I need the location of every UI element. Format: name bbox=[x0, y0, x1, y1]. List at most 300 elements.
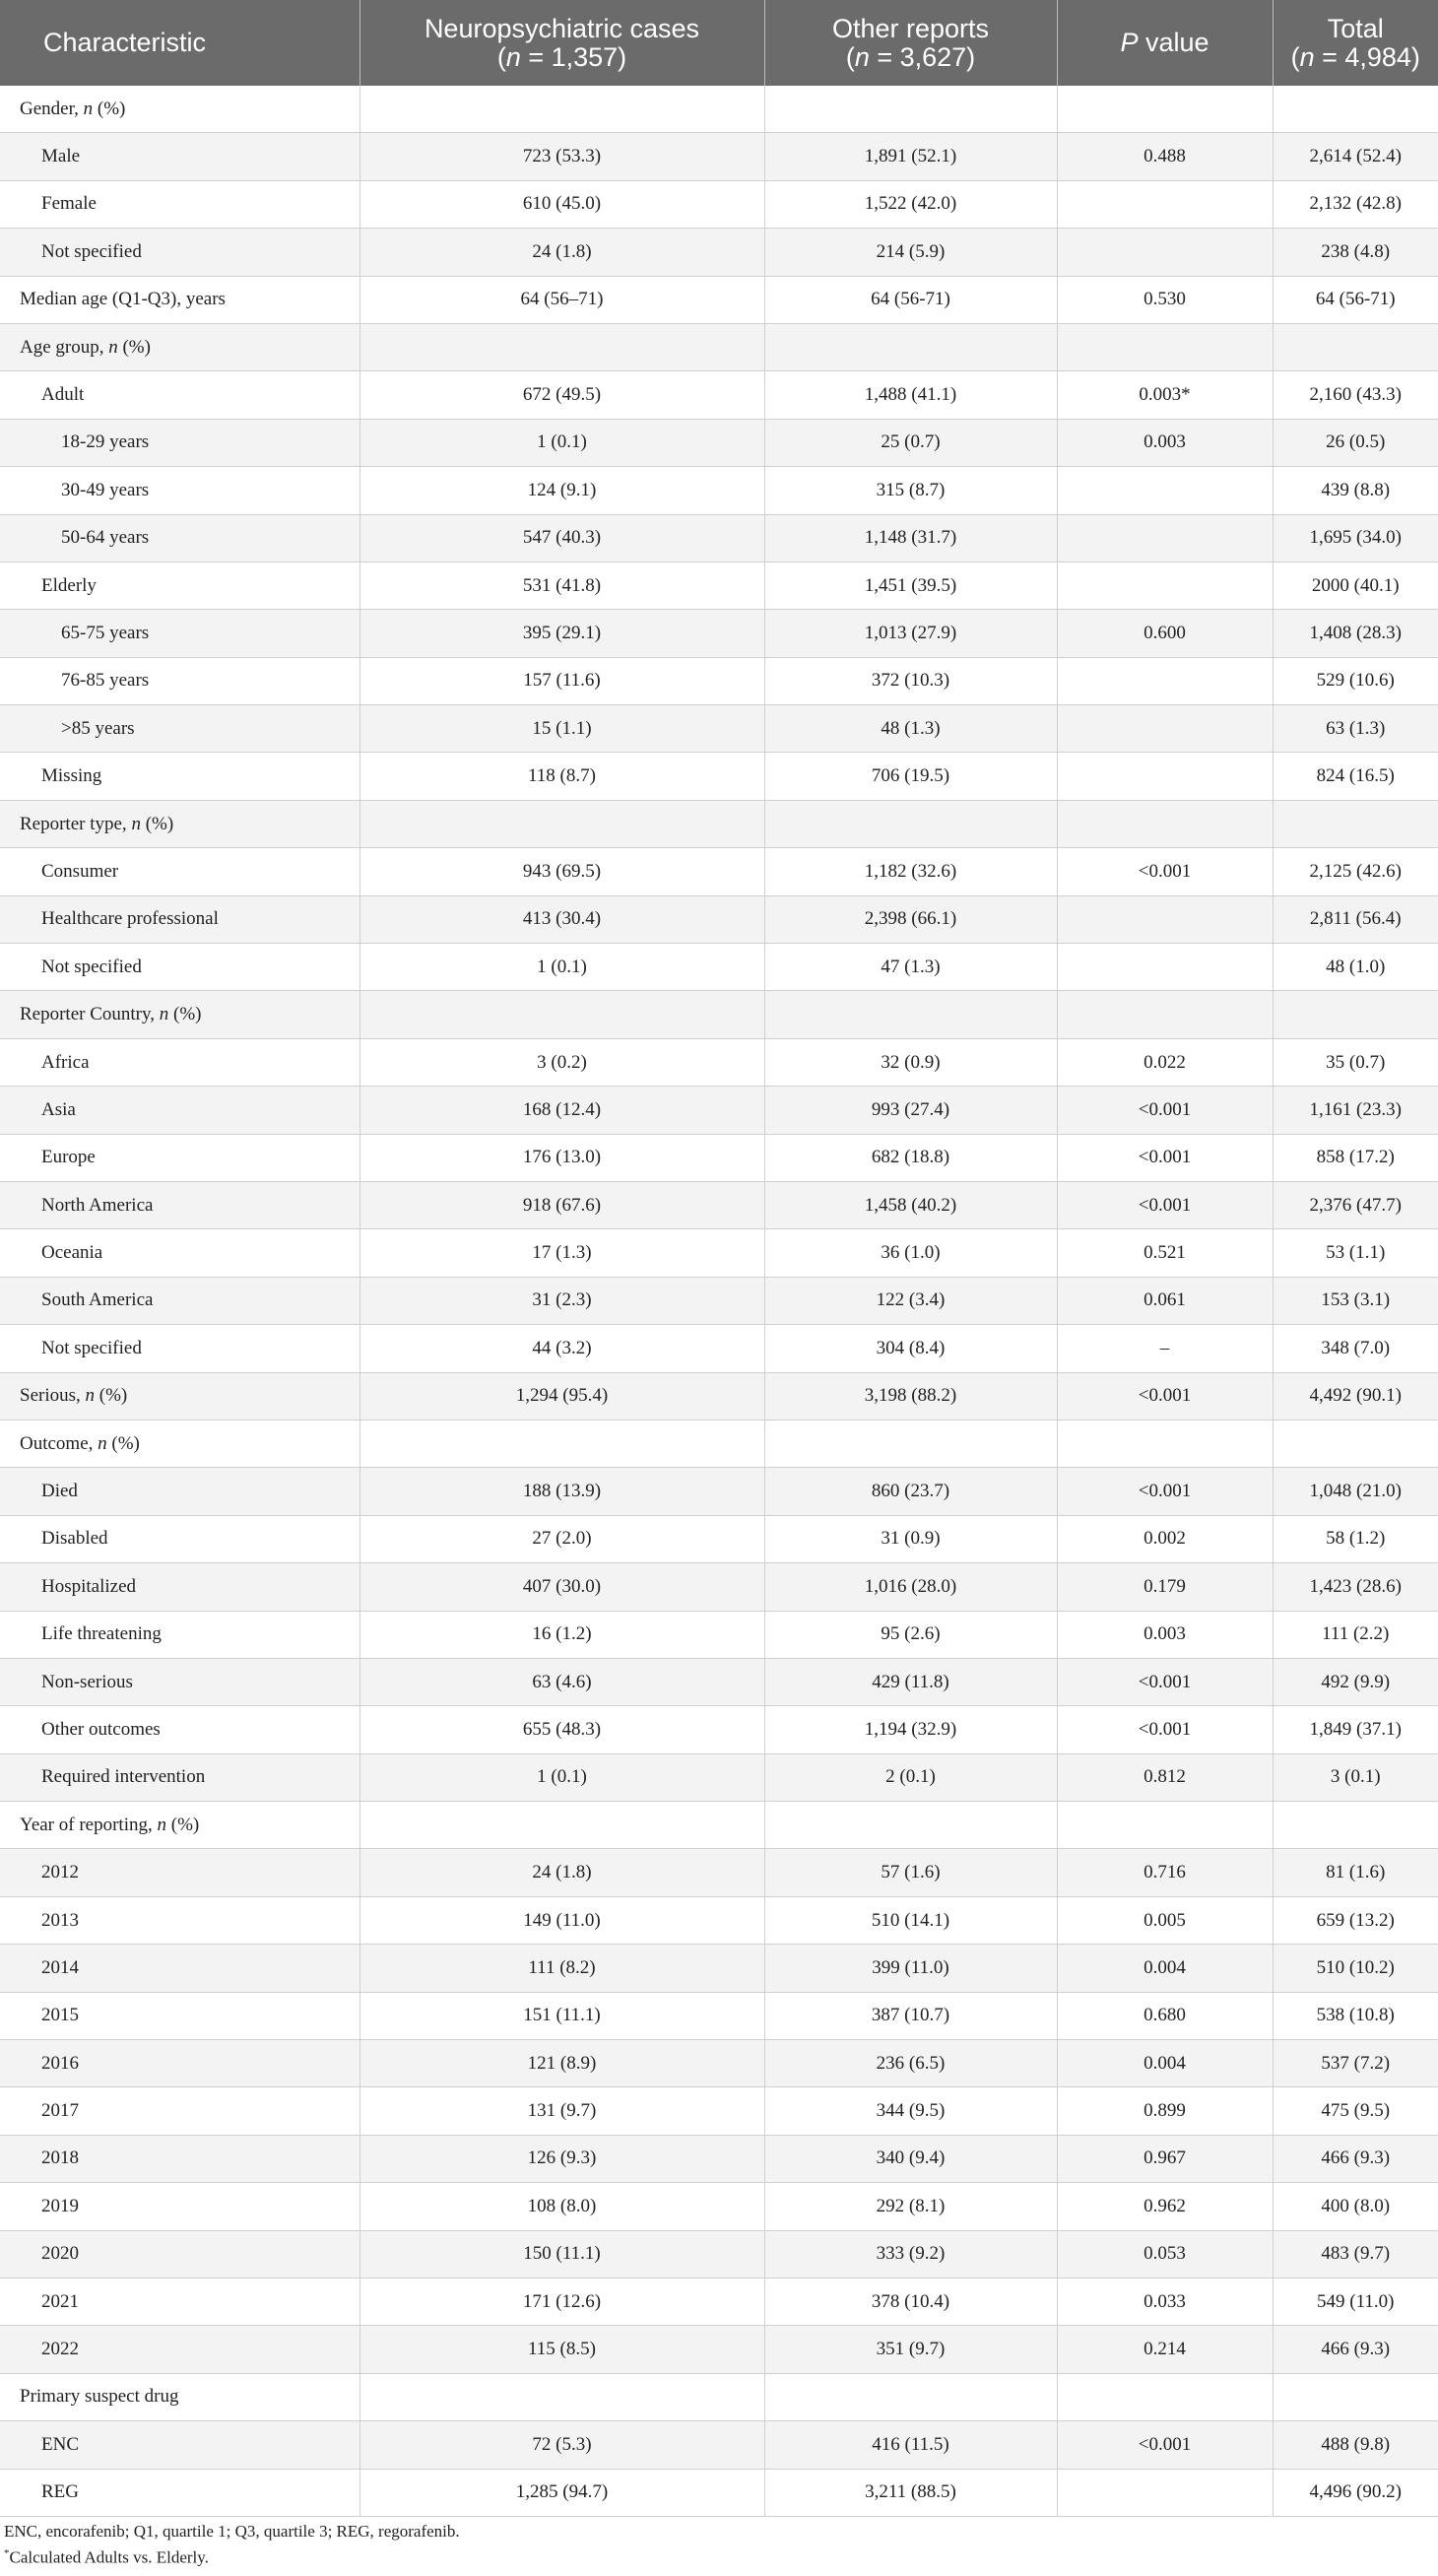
cell-total: 348 (7.0) bbox=[1273, 1325, 1438, 1372]
cell-p-value: <0.001 bbox=[1057, 1372, 1273, 1420]
cell-neuropsychiatric: 16 (1.2) bbox=[360, 1611, 764, 1658]
row-label: Serious, n (%) bbox=[0, 1372, 360, 1420]
cell-p-value bbox=[1057, 86, 1273, 133]
row-label: 2016 bbox=[0, 2040, 360, 2087]
cell-p-value bbox=[1057, 180, 1273, 228]
row-label: Elderly bbox=[0, 561, 360, 609]
cell-total: 483 (9.7) bbox=[1273, 2230, 1438, 2278]
table-row bbox=[0, 1420, 1438, 1467]
header-characteristic: Characteristic bbox=[0, 0, 360, 86]
cell-total: 26 (0.5) bbox=[1273, 419, 1438, 466]
cell-neuropsychiatric: 1,285 (94.7) bbox=[360, 2469, 764, 2516]
cell-total: 2,125 (42.6) bbox=[1273, 848, 1438, 895]
cell-neuropsychiatric: 24 (1.8) bbox=[360, 1849, 764, 1896]
table-row bbox=[0, 2326, 1438, 2373]
cell-neuropsychiatric: 531 (41.8) bbox=[360, 561, 764, 609]
table-row bbox=[0, 1992, 1438, 2039]
row-label: ENC bbox=[0, 2421, 360, 2469]
row-label: Required intervention bbox=[0, 1753, 360, 1801]
cell-total: 466 (9.3) bbox=[1273, 2326, 1438, 2373]
cell-neuropsychiatric: 413 (30.4) bbox=[360, 895, 764, 943]
cell-neuropsychiatric: 151 (11.1) bbox=[360, 1992, 764, 2039]
cell-other-reports: 1,891 (52.1) bbox=[764, 133, 1057, 180]
table-row bbox=[0, 1945, 1438, 1992]
header-neuropsychiatric-n: (n = 1,357) bbox=[496, 41, 627, 72]
cell-neuropsychiatric: 115 (8.5) bbox=[360, 2326, 764, 2373]
cell-p-value bbox=[1057, 657, 1273, 704]
row-label: 2019 bbox=[0, 2183, 360, 2230]
cell-total: 153 (3.1) bbox=[1273, 1277, 1438, 1324]
row-label: 2018 bbox=[0, 2135, 360, 2182]
cell-total: 48 (1.0) bbox=[1273, 944, 1438, 991]
cell-total: 81 (1.6) bbox=[1273, 1849, 1438, 1896]
cell-total bbox=[1273, 323, 1438, 370]
cell-other-reports: 510 (14.1) bbox=[764, 1896, 1057, 1944]
cell-p-value: 0.680 bbox=[1057, 1992, 1273, 2039]
cell-neuropsychiatric: 149 (11.0) bbox=[360, 1896, 764, 1944]
row-label: Europe bbox=[0, 1134, 360, 1181]
cell-total: 510 (10.2) bbox=[1273, 1945, 1438, 1992]
cell-other-reports bbox=[764, 86, 1057, 133]
row-label: Not specified bbox=[0, 1325, 360, 1372]
row-label: Not specified bbox=[0, 229, 360, 276]
cell-other-reports: 25 (0.7) bbox=[764, 419, 1057, 466]
cell-neuropsychiatric: 395 (29.1) bbox=[360, 610, 764, 657]
cell-p-value: 0.600 bbox=[1057, 610, 1273, 657]
row-label: Non-serious bbox=[0, 1658, 360, 1705]
table-row bbox=[0, 2469, 1438, 2516]
cell-other-reports: 3,211 (88.5) bbox=[764, 2469, 1057, 2516]
cell-neuropsychiatric: 943 (69.5) bbox=[360, 848, 764, 895]
cell-total bbox=[1273, 1420, 1438, 1467]
cell-neuropsychiatric: 1 (0.1) bbox=[360, 419, 764, 466]
cell-other-reports: 236 (6.5) bbox=[764, 2040, 1057, 2087]
cell-other-reports: 31 (0.9) bbox=[764, 1515, 1057, 1562]
row-label: 50-64 years bbox=[0, 514, 360, 561]
table-row bbox=[0, 419, 1438, 466]
header-total-name: Total bbox=[1327, 13, 1384, 43]
cell-total: 58 (1.2) bbox=[1273, 1515, 1438, 1562]
cell-total: 529 (10.6) bbox=[1273, 657, 1438, 704]
cell-other-reports: 993 (27.4) bbox=[764, 1087, 1057, 1134]
row-label: North America bbox=[0, 1181, 360, 1228]
cell-total bbox=[1273, 1802, 1438, 1849]
header-total-n: (n = 4,984) bbox=[1290, 41, 1420, 72]
table-row bbox=[0, 2183, 1438, 2230]
cell-other-reports: 214 (5.9) bbox=[764, 229, 1057, 276]
cell-neuropsychiatric: 72 (5.3) bbox=[360, 2421, 764, 2469]
row-label: Female bbox=[0, 180, 360, 228]
row-label: Reporter Country, n (%) bbox=[0, 991, 360, 1038]
table-row bbox=[0, 1849, 1438, 1896]
cell-other-reports: 64 (56-71) bbox=[764, 276, 1057, 323]
cell-neuropsychiatric: 176 (13.0) bbox=[360, 1134, 764, 1181]
cell-other-reports: 32 (0.9) bbox=[764, 1038, 1057, 1086]
footnote-star bbox=[4, 2543, 1438, 2569]
cell-neuropsychiatric: 1 (0.1) bbox=[360, 1753, 764, 1801]
cell-p-value: <0.001 bbox=[1057, 1087, 1273, 1134]
table-row bbox=[0, 2373, 1438, 2420]
cell-other-reports bbox=[764, 1420, 1057, 1467]
row-label: Consumer bbox=[0, 848, 360, 895]
row-label: Asia bbox=[0, 1087, 360, 1134]
cell-p-value: <0.001 bbox=[1057, 2421, 1273, 2469]
cell-neuropsychiatric: 610 (45.0) bbox=[360, 180, 764, 228]
row-label: 2013 bbox=[0, 1896, 360, 1944]
cell-other-reports: 399 (11.0) bbox=[764, 1945, 1057, 1992]
table-row bbox=[0, 2040, 1438, 2087]
table-row bbox=[0, 133, 1438, 180]
header-total bbox=[1273, 0, 1438, 86]
cell-neuropsychiatric: 655 (48.3) bbox=[360, 1706, 764, 1753]
cell-neuropsychiatric: 44 (3.2) bbox=[360, 1325, 764, 1372]
table-row bbox=[0, 2135, 1438, 2182]
cell-total: 400 (8.0) bbox=[1273, 2183, 1438, 2230]
cell-total: 659 (13.2) bbox=[1273, 1896, 1438, 1944]
cell-neuropsychiatric: 188 (13.9) bbox=[360, 1468, 764, 1515]
cell-p-value: 0.967 bbox=[1057, 2135, 1273, 2182]
cell-total: 537 (7.2) bbox=[1273, 2040, 1438, 2087]
header-other-reports-n: (n = 3,627) bbox=[845, 41, 976, 72]
cell-neuropsychiatric bbox=[360, 991, 764, 1038]
cell-total: 1,048 (21.0) bbox=[1273, 1468, 1438, 1515]
cell-other-reports: 2 (0.1) bbox=[764, 1753, 1057, 1801]
cell-neuropsychiatric bbox=[360, 2373, 764, 2420]
footnote-star-text: Calculated Adults vs. Elderly. bbox=[9, 2547, 209, 2567]
cell-other-reports: 122 (3.4) bbox=[764, 1277, 1057, 1324]
table-row bbox=[0, 1468, 1438, 1515]
cell-neuropsychiatric: 1 (0.1) bbox=[360, 944, 764, 991]
table-row bbox=[0, 1372, 1438, 1420]
table-row bbox=[0, 1134, 1438, 1181]
row-label: Africa bbox=[0, 1038, 360, 1086]
table-row bbox=[0, 944, 1438, 991]
cell-p-value: 0.899 bbox=[1057, 2087, 1273, 2135]
row-label: Outcome, n (%) bbox=[0, 1420, 360, 1467]
cell-neuropsychiatric: 121 (8.9) bbox=[360, 2040, 764, 2087]
cell-p-value: 0.003* bbox=[1057, 371, 1273, 419]
cell-other-reports: 36 (1.0) bbox=[764, 1229, 1057, 1277]
cell-other-reports: 333 (9.2) bbox=[764, 2230, 1057, 2278]
header-other-reports bbox=[764, 0, 1057, 86]
table-row bbox=[0, 800, 1438, 847]
table-row bbox=[0, 561, 1438, 609]
cell-total: 4,496 (90.2) bbox=[1273, 2469, 1438, 2516]
row-label: Age group, n (%) bbox=[0, 323, 360, 370]
cell-neuropsychiatric: 157 (11.6) bbox=[360, 657, 764, 704]
table-row bbox=[0, 1515, 1438, 1562]
cell-total: 238 (4.8) bbox=[1273, 229, 1438, 276]
table-row bbox=[0, 895, 1438, 943]
cell-other-reports: 344 (9.5) bbox=[764, 2087, 1057, 2135]
table-row bbox=[0, 2087, 1438, 2135]
cell-p-value: 0.004 bbox=[1057, 1945, 1273, 1992]
cell-p-value bbox=[1057, 2469, 1273, 2516]
cell-p-value bbox=[1057, 753, 1273, 800]
cell-total: 1,423 (28.6) bbox=[1273, 1563, 1438, 1611]
cell-other-reports: 387 (10.7) bbox=[764, 1992, 1057, 2039]
cell-neuropsychiatric: 547 (40.3) bbox=[360, 514, 764, 561]
cell-p-value: 0.022 bbox=[1057, 1038, 1273, 1086]
cell-neuropsychiatric bbox=[360, 1420, 764, 1467]
cell-other-reports: 429 (11.8) bbox=[764, 1658, 1057, 1705]
cell-neuropsychiatric bbox=[360, 86, 764, 133]
cell-p-value bbox=[1057, 467, 1273, 514]
table-row bbox=[0, 1706, 1438, 1753]
table-row bbox=[0, 753, 1438, 800]
table-row bbox=[0, 514, 1438, 561]
header-other-reports-name: Other reports bbox=[831, 13, 990, 43]
table-row bbox=[0, 1277, 1438, 1324]
footnote-abbreviations: ENC, encorafenib; Q1, quartile 1; Q3, quartile 3; REG, regorafenib. bbox=[4, 2521, 460, 2541]
cell-p-value: <0.001 bbox=[1057, 1468, 1273, 1515]
cell-total: 475 (9.5) bbox=[1273, 2087, 1438, 2135]
table-row bbox=[0, 467, 1438, 514]
row-label: Missing bbox=[0, 753, 360, 800]
cell-total: 1,849 (37.1) bbox=[1273, 1706, 1438, 1753]
cell-p-value: 0.530 bbox=[1057, 276, 1273, 323]
cell-p-value: 0.002 bbox=[1057, 1515, 1273, 1562]
cell-p-value: 0.003 bbox=[1057, 1611, 1273, 1658]
cell-neuropsychiatric: 108 (8.0) bbox=[360, 2183, 764, 2230]
cell-other-reports: 48 (1.3) bbox=[764, 705, 1057, 753]
cell-total bbox=[1273, 2373, 1438, 2420]
cell-other-reports: 57 (1.6) bbox=[764, 1849, 1057, 1896]
cell-total: 1,161 (23.3) bbox=[1273, 1087, 1438, 1134]
cell-p-value: 0.521 bbox=[1057, 1229, 1273, 1277]
cell-total: 4,492 (90.1) bbox=[1273, 1372, 1438, 1420]
cell-p-value: 0.061 bbox=[1057, 1277, 1273, 1324]
cell-p-value: <0.001 bbox=[1057, 1706, 1273, 1753]
row-label: Disabled bbox=[0, 1515, 360, 1562]
cell-other-reports: 351 (9.7) bbox=[764, 2326, 1057, 2373]
table-row bbox=[0, 2421, 1438, 2469]
row-label: Adult bbox=[0, 371, 360, 419]
cell-total bbox=[1273, 86, 1438, 133]
cell-neuropsychiatric: 27 (2.0) bbox=[360, 1515, 764, 1562]
cell-neuropsychiatric: 124 (9.1) bbox=[360, 467, 764, 514]
cell-other-reports: 378 (10.4) bbox=[764, 2278, 1057, 2325]
cell-other-reports: 47 (1.3) bbox=[764, 944, 1057, 991]
cell-neuropsychiatric: 64 (56–71) bbox=[360, 276, 764, 323]
cell-other-reports bbox=[764, 991, 1057, 1038]
cell-p-value bbox=[1057, 561, 1273, 609]
cell-total: 111 (2.2) bbox=[1273, 1611, 1438, 1658]
table-row bbox=[0, 1038, 1438, 1086]
cell-neuropsychiatric bbox=[360, 800, 764, 847]
cell-p-value: 0.004 bbox=[1057, 2040, 1273, 2087]
cell-neuropsychiatric: 672 (49.5) bbox=[360, 371, 764, 419]
cell-neuropsychiatric: 171 (12.6) bbox=[360, 2278, 764, 2325]
table-row bbox=[0, 1896, 1438, 1944]
cell-total: 538 (10.8) bbox=[1273, 1992, 1438, 2039]
cell-other-reports: 1,194 (32.9) bbox=[764, 1706, 1057, 1753]
table-row bbox=[0, 1802, 1438, 1849]
cell-total: 858 (17.2) bbox=[1273, 1134, 1438, 1181]
cell-p-value bbox=[1057, 1420, 1273, 1467]
cell-other-reports: 682 (18.8) bbox=[764, 1134, 1057, 1181]
cell-p-value bbox=[1057, 944, 1273, 991]
cell-neuropsychiatric: 150 (11.1) bbox=[360, 2230, 764, 2278]
cell-p-value bbox=[1057, 991, 1273, 1038]
cell-other-reports: 860 (23.7) bbox=[764, 1468, 1057, 1515]
cell-neuropsychiatric: 3 (0.2) bbox=[360, 1038, 764, 1086]
row-label: 76-85 years bbox=[0, 657, 360, 704]
cell-neuropsychiatric: 723 (53.3) bbox=[360, 133, 764, 180]
table-row bbox=[0, 991, 1438, 1038]
cell-neuropsychiatric: 17 (1.3) bbox=[360, 1229, 764, 1277]
table-row bbox=[0, 2278, 1438, 2325]
cell-total: 2,376 (47.7) bbox=[1273, 1181, 1438, 1228]
row-label: South America bbox=[0, 1277, 360, 1324]
cell-p-value bbox=[1057, 895, 1273, 943]
table-body bbox=[0, 86, 1438, 2516]
cell-p-value bbox=[1057, 514, 1273, 561]
table-row bbox=[0, 276, 1438, 323]
cell-other-reports: 1,522 (42.0) bbox=[764, 180, 1057, 228]
cell-total: 2,160 (43.3) bbox=[1273, 371, 1438, 419]
table-row bbox=[0, 848, 1438, 895]
row-label: Healthcare professional bbox=[0, 895, 360, 943]
cell-neuropsychiatric: 31 (2.3) bbox=[360, 1277, 764, 1324]
cell-other-reports: 315 (8.7) bbox=[764, 467, 1057, 514]
table-row bbox=[0, 229, 1438, 276]
cell-total: 2000 (40.1) bbox=[1273, 561, 1438, 609]
row-label: Not specified bbox=[0, 944, 360, 991]
cell-other-reports: 416 (11.5) bbox=[764, 2421, 1057, 2469]
cell-other-reports: 95 (2.6) bbox=[764, 1611, 1057, 1658]
cell-total: 439 (8.8) bbox=[1273, 467, 1438, 514]
cell-other-reports bbox=[764, 323, 1057, 370]
row-label: Male bbox=[0, 133, 360, 180]
cell-neuropsychiatric bbox=[360, 1802, 764, 1849]
cell-p-value bbox=[1057, 229, 1273, 276]
cell-other-reports bbox=[764, 2373, 1057, 2420]
cell-total: 2,811 (56.4) bbox=[1273, 895, 1438, 943]
cell-other-reports: 1,458 (40.2) bbox=[764, 1181, 1057, 1228]
row-label: Hospitalized bbox=[0, 1563, 360, 1611]
cell-other-reports: 1,182 (32.6) bbox=[764, 848, 1057, 895]
cell-total: 466 (9.3) bbox=[1273, 2135, 1438, 2182]
cell-neuropsychiatric: 111 (8.2) bbox=[360, 1945, 764, 1992]
row-label: REG bbox=[0, 2469, 360, 2516]
row-label: 2012 bbox=[0, 1849, 360, 1896]
cell-other-reports: 304 (8.4) bbox=[764, 1325, 1057, 1372]
cell-total: 824 (16.5) bbox=[1273, 753, 1438, 800]
cell-p-value: <0.001 bbox=[1057, 848, 1273, 895]
table-row bbox=[0, 1563, 1438, 1611]
cell-total: 63 (1.3) bbox=[1273, 705, 1438, 753]
row-label: 2021 bbox=[0, 2278, 360, 2325]
cell-p-value: 0.053 bbox=[1057, 2230, 1273, 2278]
table-row bbox=[0, 1753, 1438, 1801]
cell-neuropsychiatric: 131 (9.7) bbox=[360, 2087, 764, 2135]
cell-other-reports: 706 (19.5) bbox=[764, 753, 1057, 800]
cell-total: 2,614 (52.4) bbox=[1273, 133, 1438, 180]
table-row bbox=[0, 1087, 1438, 1134]
cell-neuropsychiatric: 1,294 (95.4) bbox=[360, 1372, 764, 1420]
cell-p-value: 0.005 bbox=[1057, 1896, 1273, 1944]
cell-other-reports: 1,451 (39.5) bbox=[764, 561, 1057, 609]
row-label: 2020 bbox=[0, 2230, 360, 2278]
cell-total: 3 (0.1) bbox=[1273, 1753, 1438, 1801]
row-label: Gender, n (%) bbox=[0, 86, 360, 133]
cell-p-value: <0.001 bbox=[1057, 1134, 1273, 1181]
cell-neuropsychiatric: 24 (1.8) bbox=[360, 229, 764, 276]
row-label: Life threatening bbox=[0, 1611, 360, 1658]
table-row bbox=[0, 371, 1438, 419]
cell-other-reports bbox=[764, 800, 1057, 847]
header-p-value: P value bbox=[1057, 0, 1273, 86]
cell-other-reports: 372 (10.3) bbox=[764, 657, 1057, 704]
cell-p-value bbox=[1057, 2373, 1273, 2420]
cell-neuropsychiatric bbox=[360, 323, 764, 370]
cell-total: 488 (9.8) bbox=[1273, 2421, 1438, 2469]
row-label: Oceania bbox=[0, 1229, 360, 1277]
cell-p-value bbox=[1057, 705, 1273, 753]
cell-total bbox=[1273, 991, 1438, 1038]
cell-other-reports: 1,016 (28.0) bbox=[764, 1563, 1057, 1611]
row-label: 30-49 years bbox=[0, 467, 360, 514]
cell-neuropsychiatric: 63 (4.6) bbox=[360, 1658, 764, 1705]
row-label: Other outcomes bbox=[0, 1706, 360, 1753]
table-row bbox=[0, 323, 1438, 370]
table-row bbox=[0, 705, 1438, 753]
cell-p-value: 0.716 bbox=[1057, 1849, 1273, 1896]
table-row bbox=[0, 1325, 1438, 1372]
row-label: 18-29 years bbox=[0, 419, 360, 466]
cell-p-value: 0.488 bbox=[1057, 133, 1273, 180]
cell-total: 35 (0.7) bbox=[1273, 1038, 1438, 1086]
row-label: 2014 bbox=[0, 1945, 360, 1992]
table-row bbox=[0, 610, 1438, 657]
cell-p-value bbox=[1057, 1802, 1273, 1849]
cell-total: 2,132 (42.8) bbox=[1273, 180, 1438, 228]
row-label: Year of reporting, n (%) bbox=[0, 1802, 360, 1849]
row-label: 2015 bbox=[0, 1992, 360, 2039]
cell-total: 549 (11.0) bbox=[1273, 2278, 1438, 2325]
cell-p-value bbox=[1057, 323, 1273, 370]
table-row bbox=[0, 180, 1438, 228]
cell-p-value: <0.001 bbox=[1057, 1658, 1273, 1705]
footnotes bbox=[0, 2517, 1438, 2569]
cell-other-reports bbox=[764, 1802, 1057, 1849]
cell-p-value: 0.962 bbox=[1057, 2183, 1273, 2230]
row-label: 65-75 years bbox=[0, 610, 360, 657]
table-row bbox=[0, 2230, 1438, 2278]
row-label: >85 years bbox=[0, 705, 360, 753]
cell-other-reports: 2,398 (66.1) bbox=[764, 895, 1057, 943]
cell-neuropsychiatric: 918 (67.6) bbox=[360, 1181, 764, 1228]
cell-total: 53 (1.1) bbox=[1273, 1229, 1438, 1277]
row-label: Died bbox=[0, 1468, 360, 1515]
row-label: 2017 bbox=[0, 2087, 360, 2135]
row-label: 2022 bbox=[0, 2326, 360, 2373]
cell-total: 1,408 (28.3) bbox=[1273, 610, 1438, 657]
cell-total bbox=[1273, 800, 1438, 847]
footnote-star-mark: * bbox=[4, 2546, 10, 2559]
cell-total: 492 (9.9) bbox=[1273, 1658, 1438, 1705]
cell-other-reports: 3,198 (88.2) bbox=[764, 1372, 1057, 1420]
cell-other-reports: 1,488 (41.1) bbox=[764, 371, 1057, 419]
header-neuropsychiatric bbox=[360, 0, 764, 86]
cell-p-value: – bbox=[1057, 1325, 1273, 1372]
header-neuropsychiatric-name: Neuropsychiatric cases bbox=[424, 13, 700, 43]
cell-neuropsychiatric: 118 (8.7) bbox=[360, 753, 764, 800]
cell-other-reports: 292 (8.1) bbox=[764, 2183, 1057, 2230]
cell-neuropsychiatric: 15 (1.1) bbox=[360, 705, 764, 753]
cell-p-value: <0.001 bbox=[1057, 1181, 1273, 1228]
